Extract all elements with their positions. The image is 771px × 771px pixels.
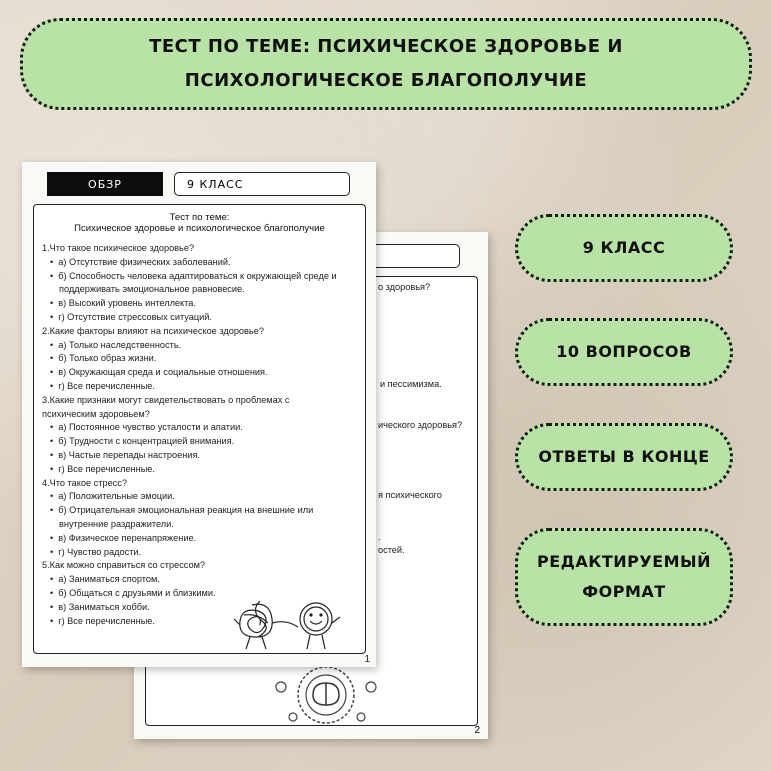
page2-fragment: о здоровья? — [378, 282, 431, 292]
badge-answers-text: ОТВЕТЫ В КОНЦЕ — [538, 447, 710, 466]
answer-option: • б) Общаться с друзьями и близкими. — [42, 587, 357, 601]
answer-option: • а) Заниматься спортом. — [42, 573, 357, 587]
badge-editable — [515, 528, 733, 626]
test-title — [42, 212, 357, 234]
answer-option: • в) Окружающая среда и социальные отношения. — [42, 366, 357, 380]
page2-fragment: остей. — [378, 545, 405, 555]
page2-fragment: я психического — [378, 490, 442, 500]
answer-option: • г) Все перечисленные. — [42, 380, 357, 394]
answer-option: • в) Частые перепады настроения. — [42, 449, 357, 463]
answer-option: • в) Высокий уровень интеллекта. — [42, 297, 357, 311]
badge-editable-text: РЕДАКТИРУЕМЫЙ ФОРМАТ — [536, 552, 712, 601]
title-text: ТЕСТ ПО ТЕМЕ: ПСИХИЧЕСКОЕ ЗДОРОВЬЕ И ПСИХОЛОГИЧЕСКОЕ БЛАГОПОЛУЧИЕ — [149, 36, 623, 91]
answer-option: • б) Отрицательная эмоциональная реакция на внешние или — [42, 504, 357, 518]
question: 4.Что такое стресс? — [42, 477, 127, 488]
stress-relief-illustration — [230, 595, 350, 653]
badge-questions-text: 10 ВОПРОСОВ — [556, 342, 692, 361]
answer-continuation: внутренние раздражители. — [59, 518, 174, 529]
test-title-line2: Психическое здоровье и психологическое благополучие — [74, 223, 325, 234]
answer-option: • г) Отсутствие стрессовых ситуаций. — [42, 311, 357, 325]
badge-grade-text: 9 КЛАСС — [582, 238, 666, 257]
page-number-1: 1 — [364, 654, 370, 665]
question: 3.Какие признаки могут свидетельствовать о проблемах с психическим здоровьем? — [42, 394, 290, 419]
answer-option: • г) Все перечисленные. — [42, 615, 357, 629]
answer-option: • г) Чувство радости. — [42, 546, 357, 560]
answer-option: • г) Все перечисленные. — [42, 463, 357, 477]
answer-option: • в) Заниматься хобби. — [42, 601, 357, 615]
page-number-2: 2 — [474, 725, 480, 736]
page2-fragment: ического здоровья? — [378, 420, 463, 430]
badge-answers — [515, 423, 733, 491]
answer-continuation: поддерживать эмоциональное равновесие. — [59, 284, 245, 295]
answer-option: • а) Постоянное чувство усталости и апатии. — [42, 421, 357, 435]
answer-option: • б) Способность человека адаптироваться к окружающей среде и — [42, 270, 357, 284]
worksheet-page-1 — [22, 162, 376, 667]
question: 2.Какие факторы влияют на психическое здоровье? — [42, 325, 264, 336]
answer-option: • а) Только наследственность. — [42, 339, 357, 353]
page2-fragment: и пессимизма. — [380, 379, 442, 389]
badge-grade — [515, 214, 733, 282]
answer-option: • б) Трудности с концентрацией внимания. — [42, 435, 357, 449]
test-title-line1: Тест по теме: — [169, 212, 230, 223]
test-content — [33, 204, 366, 654]
question: 1.Что такое психическое здоровье? — [42, 243, 195, 253]
answer-option: • б) Только образ жизни. — [42, 352, 357, 366]
title-banner — [20, 18, 752, 110]
answer-option: • а) Положительные эмоции. — [42, 490, 357, 504]
question: 5.Как можно справиться со стрессом? — [42, 560, 206, 571]
subject-label: ОБЗР — [47, 172, 163, 196]
answer-option: • в) Физическое перенапряжение. — [42, 532, 357, 546]
brain-illustration — [261, 657, 391, 727]
grade-label: 9 КЛАСС — [174, 172, 350, 196]
badge-questions — [515, 318, 733, 386]
answer-option: • а) Отсутствие физических заболеваний. — [42, 256, 357, 270]
page2-fragment: . — [378, 532, 381, 542]
